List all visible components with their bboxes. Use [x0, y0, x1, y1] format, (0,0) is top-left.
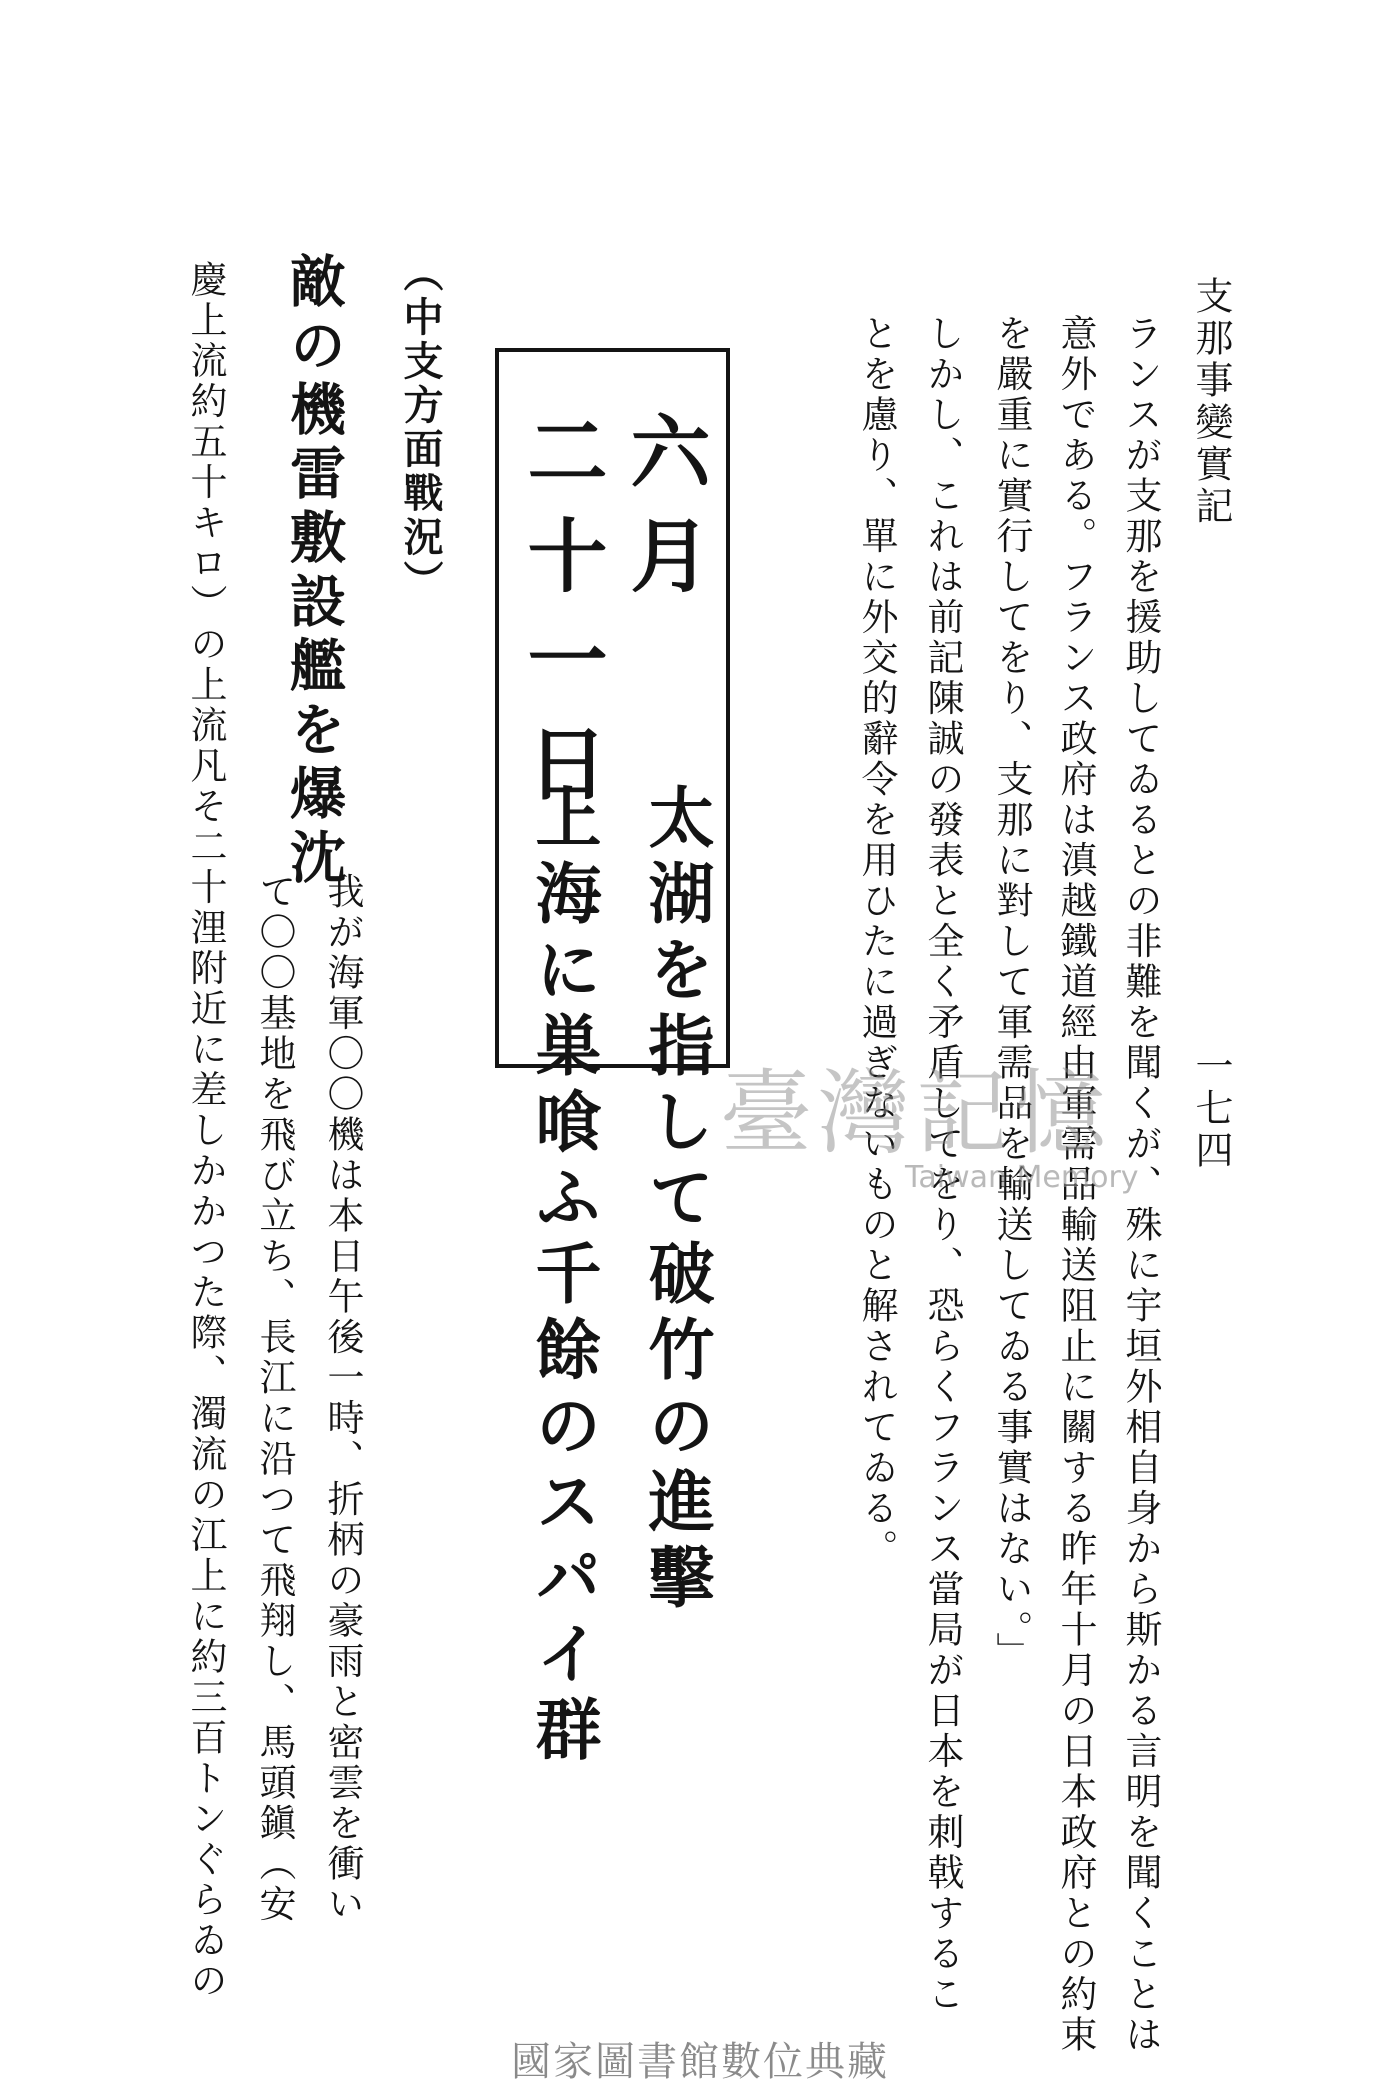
book-title: 支那事變實記 [1189, 276, 1233, 528]
paragraph-1-line-3: を嚴重に實行してをり、支那に對して軍需品を輸送してゐる事實はない。」 [990, 314, 1033, 1673]
watermark-english: Taiwan Memory [905, 1160, 1139, 1195]
section-label: （中支方面戰況） [397, 252, 444, 604]
paragraph-3-line-1: 我が海軍〇〇機は本日午後一時、折柄の豪雨と密雲を衝い [321, 872, 364, 1925]
paragraph-1-line-2: 意外である。フランス政府は滇越鐵道經由軍需品輸送阻止に關する昨年十月の日本政府との約束 [1054, 314, 1097, 2056]
footer-collection-label: 國家圖書館數位典藏 [511, 2039, 889, 2085]
date-month: 六月 [617, 410, 711, 618]
date-box [495, 348, 730, 1068]
watermark-logo: 臺灣記憶 [720, 1060, 1113, 1167]
date-day: 二十一日 [514, 410, 608, 826]
section-title: 敵の機雷敷設艦を爆沈 [281, 252, 347, 892]
paragraph-3-line-3: 慶上流約五十キロ）の上流凡そ二十浬附近に差しかかつた際、濁流の江上に約三百トンぐらゐの [184, 260, 227, 2002]
paragraph-2-line-1: しかし、これは前記陳誠の發表と全く矛盾してをり、恐らくフランス當局が日本を刺戟するこ [921, 314, 964, 2015]
headline-line-1: 太湖を指して破竹の進擊 [637, 783, 715, 1619]
page-number: 一七四 [1189, 1046, 1233, 1172]
paragraph-3-line-2: て〇〇基地を飛び立ち、長江に沿つて飛翔し、馬頭鎭（安 [253, 872, 296, 1925]
paragraph-2-line-2: とを慮り、單に外交的辭令を用ひたに過ぎないものと解されてゐる。 [855, 314, 898, 1570]
headline-line-2: 上海に巣喰ふ千餘のスパイ群 [524, 783, 602, 1771]
paragraph-1-line-1: ランスが支那を援助してゐるとの非難を聞くが、殊に宇垣外相自身から斯かる言明を聞くことは [1119, 314, 1162, 2056]
